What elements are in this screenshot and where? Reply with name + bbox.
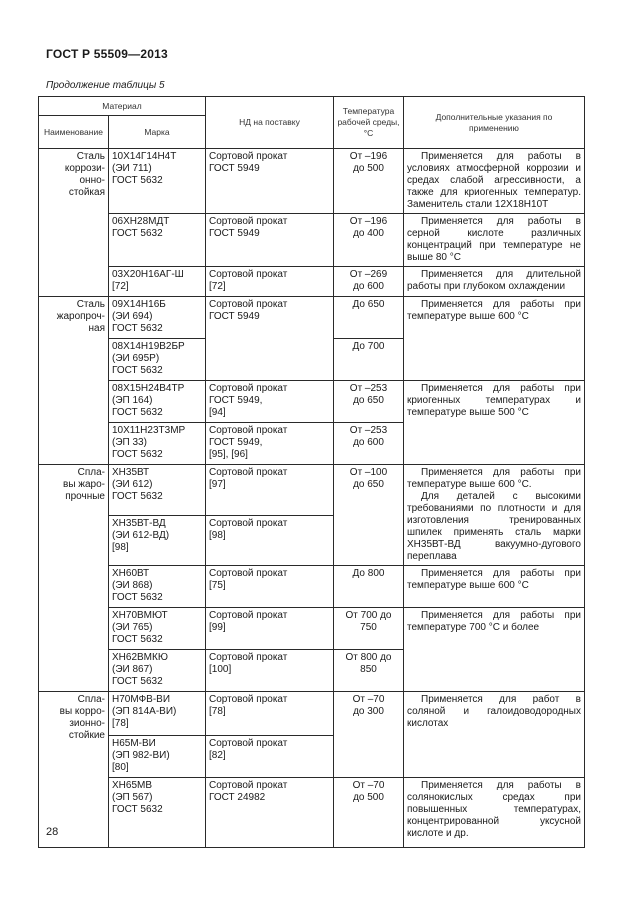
temp-cell: От 700 до 750: [334, 608, 404, 650]
notes-cell: Применяется для работы в солянокислых средах при повышенных температурах, концентрированной уксусной кислоте и др.: [404, 778, 585, 848]
material-name-cell: Сталь жаропроч- ная: [39, 297, 109, 465]
document-title: ГОСТ Р 55509—2013: [46, 47, 168, 61]
notes-cell: Применяется для работы при температуре 700 °С и более: [404, 608, 585, 692]
notes-cell: Применяется для работы в серной кислоте различных концентраций при температуре не выше 80 °С: [404, 214, 585, 267]
nd-cell: Сортовой прокат ГОСТ 5949: [206, 297, 334, 381]
table-row: [39, 465, 585, 516]
temp-cell: До 800: [334, 566, 404, 608]
nd-cell: Сортовой прокат [100]: [206, 650, 334, 692]
table-row: [39, 692, 585, 736]
temp-cell: От –196 до 500: [334, 149, 404, 214]
table-row: [39, 566, 585, 608]
nd-cell: Сортовой прокат ГОСТ 5949: [206, 214, 334, 267]
table-row: [39, 381, 585, 423]
nd-cell: Сортовой прокат [78]: [206, 692, 334, 736]
temp-cell: От 800 до 850: [334, 650, 404, 692]
grade-cell: ХН65МВ (ЭП 567) ГОСТ 5632: [109, 778, 206, 848]
nd-cell: Сортовой прокат [82]: [206, 736, 334, 778]
grade-cell: 08Х14Н19В2БР (ЭИ 695Р) ГОСТ 5632: [109, 339, 206, 381]
notes-cell: Применяется для работы при криогенных температурах и температуре выше 500 °С: [404, 381, 585, 465]
material-name-cell: Спла- вы жаро- прочные: [39, 465, 109, 692]
page-number: 28: [46, 826, 59, 838]
grade-cell: ХН70ВМЮТ (ЭИ 765) ГОСТ 5632: [109, 608, 206, 650]
table-row: [39, 778, 585, 848]
grade-cell: 06ХН28МДТ ГОСТ 5632: [109, 214, 206, 267]
header-notes: Дополнительные указания по применению: [404, 97, 585, 149]
grade-cell: Н70МФВ-ВИ (ЭП 814А-ВИ) [78]: [109, 692, 206, 736]
grade-cell: 09Х14Н16Б (ЭИ 694) ГОСТ 5632: [109, 297, 206, 339]
nd-cell: Сортовой прокат [72]: [206, 267, 334, 297]
nd-cell: Сортовой прокат [98]: [206, 515, 334, 566]
header-nd: НД на поставку: [206, 97, 334, 149]
temp-cell: До 650: [334, 297, 404, 339]
table-caption: Продолжение таблицы 5: [46, 80, 165, 91]
nd-cell: Сортовой прокат [75]: [206, 566, 334, 608]
temp-cell: От –253 до 650: [334, 381, 404, 423]
notes-cell: Применяется для работ в соляной и галоидоводородных кислотах: [404, 692, 585, 778]
table-row: [39, 608, 585, 650]
nd-cell: Сортовой прокат [99]: [206, 608, 334, 650]
material-name-cell: Спла- вы корро- зионно- стойкие: [39, 692, 109, 848]
notes-cell: Применяется для работы при температуре выше 600 °С: [404, 297, 585, 381]
table-row: [39, 267, 585, 297]
grade-cell: 10Х14Г14Н4Т (ЭИ 711) ГОСТ 5632: [109, 149, 206, 214]
notes-cell: Применяется для работы при температуре выше 600 °С: [404, 566, 585, 608]
grade-cell: 08Х15Н24В4ТР (ЭП 164) ГОСТ 5632: [109, 381, 206, 423]
notes-cell: Применяется для работы в условиях атмосферной коррозии и средах слабой агрессивности, а также для криогенных температур. Заменитель стали 12Х18Н10Т: [404, 149, 585, 214]
nd-cell: Сортовой прокат [97]: [206, 465, 334, 516]
nd-cell: Сортовой прокат ГОСТ 5949: [206, 149, 334, 214]
temp-cell: От –196 до 400: [334, 214, 404, 267]
grade-cell: ХН35ВТ (ЭИ 612) ГОСТ 5632: [109, 465, 206, 516]
notes-paragraph: Для деталей с высокими требованиями по плотности и для изготовления тренированных шпилек применять сталь марки ХН35ВТ-ВД вакуумно-дугового переплава: [407, 491, 581, 562]
notes-paragraph: Применяется для работы при температуре выше 600 °С.: [407, 467, 581, 490]
temp-cell: От –70 до 300: [334, 692, 404, 778]
grade-cell: 03Х20Н16АГ-Ш [72]: [109, 267, 206, 297]
notes-cell: Применяется для длительной работы при глубоком охлаждении: [404, 267, 585, 297]
notes-cell: [404, 465, 585, 566]
table-row: [39, 149, 585, 214]
temp-cell: От –253 до 600: [334, 423, 404, 465]
materials-table: [38, 96, 585, 848]
material-name-cell: Сталь коррози- онно- стойкая: [39, 149, 109, 297]
temp-cell: От –100 до 650: [334, 465, 404, 566]
temp-cell: От –269 до 600: [334, 267, 404, 297]
temp-cell: До 700: [334, 339, 404, 381]
grade-cell: ХН35ВТ-ВД (ЭИ 612-ВД) [98]: [109, 515, 206, 566]
table-row: [39, 214, 585, 267]
header-grade: Марка: [109, 116, 206, 149]
nd-cell: Сортовой прокат ГОСТ 5949, [95], [96]: [206, 423, 334, 465]
grade-cell: ХН60ВТ (ЭИ 868) ГОСТ 5632: [109, 566, 206, 608]
nd-cell: Сортовой прокат ГОСТ 5949, [94]: [206, 381, 334, 423]
header-temp: Температура рабочей среды, °С: [334, 97, 404, 149]
header-material: Материал: [39, 97, 206, 116]
header-name: Наименование: [39, 116, 109, 149]
nd-cell: Сортовой прокат ГОСТ 24982: [206, 778, 334, 848]
table-row: [39, 297, 585, 339]
grade-cell: 10Х11Н23Т3МР (ЭП 33) ГОСТ 5632: [109, 423, 206, 465]
temp-cell: От –70 до 500: [334, 778, 404, 848]
grade-cell: Н65М-ВИ (ЭП 982-ВИ) [80]: [109, 736, 206, 778]
grade-cell: ХН62ВМКЮ (ЭИ 867) ГОСТ 5632: [109, 650, 206, 692]
